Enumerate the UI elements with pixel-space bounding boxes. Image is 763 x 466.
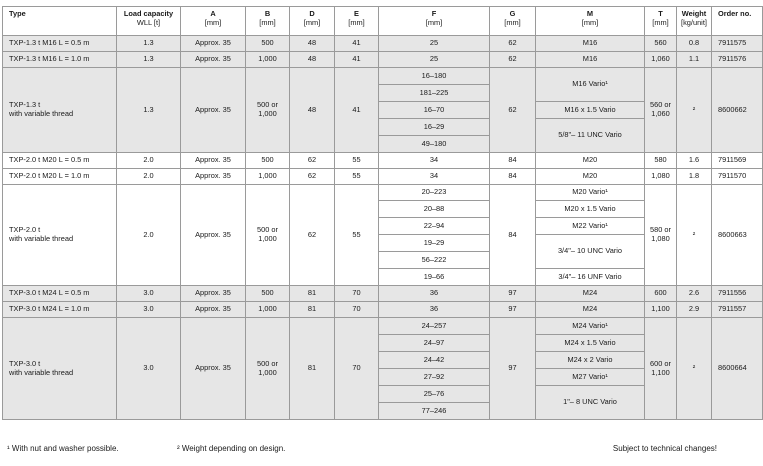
cell-g: 97	[490, 286, 536, 302]
cell-m: M16 x 1.5 Vario	[536, 102, 645, 119]
cell-order: 8600663	[712, 185, 763, 286]
cell-e: 55	[335, 153, 379, 169]
col-order: Order no.	[712, 7, 763, 36]
col-a: A [mm]	[181, 7, 246, 36]
header-row	[3, 7, 763, 36]
cell-weight: 1.1	[677, 52, 712, 68]
cell-a: Approx. 35	[181, 153, 246, 169]
cell-weight: ²	[677, 68, 712, 153]
cell-b: 500 or 1,000	[246, 318, 290, 420]
cell-b: 1,000	[246, 52, 290, 68]
table-row	[3, 36, 763, 52]
cell-d: 62	[290, 169, 335, 185]
cell-g: 84	[490, 169, 536, 185]
cell-type: TXP-2.0 t M20 L = 1.0 m	[3, 169, 117, 185]
cell-e: 41	[335, 68, 379, 153]
cell-m: M20 Vario¹	[536, 185, 645, 201]
cell-f: 19–29	[379, 235, 490, 252]
col-d: D [mm]	[290, 7, 335, 36]
cell-weight: 1.8	[677, 169, 712, 185]
cell-e: 55	[335, 169, 379, 185]
cell-g: 97	[490, 302, 536, 318]
cell-f: 34	[379, 153, 490, 169]
cell-d: 48	[290, 36, 335, 52]
cell-b: 1,000	[246, 169, 290, 185]
cell-wll: 3.0	[117, 286, 181, 302]
cell-t: 560	[645, 36, 677, 52]
cell-a: Approx. 35	[181, 68, 246, 153]
cell-m: M20	[536, 153, 645, 169]
technical-changes-note: Subject to technical changes!	[612, 444, 717, 453]
cell-weight: 2.9	[677, 302, 712, 318]
cell-weight: ²	[677, 318, 712, 420]
cell-b: 500 or 1,000	[246, 185, 290, 286]
cell-f: 27–92	[379, 369, 490, 386]
cell-order: 7911575	[712, 36, 763, 52]
cell-f: 25	[379, 36, 490, 52]
cell-order: 8600664	[712, 318, 763, 420]
cell-weight: 1.6	[677, 153, 712, 169]
cell-order: 7911557	[712, 302, 763, 318]
cell-a: Approx. 35	[181, 36, 246, 52]
col-m: M [mm]	[536, 7, 645, 36]
cell-type: TXP-1.3 t with variable thread	[3, 68, 117, 153]
col-type: Type	[3, 7, 117, 36]
cell-wll: 1.3	[117, 52, 181, 68]
cell-m: M22 Vario¹	[536, 218, 645, 235]
col-weight: Weight [kg/unit]	[677, 7, 712, 36]
cell-f: 77–246	[379, 403, 490, 420]
table-row	[3, 302, 763, 318]
cell-f: 19–66	[379, 269, 490, 286]
cell-m: 3/4"– 10 UNC Vario	[536, 235, 645, 269]
cell-weight: ²	[677, 185, 712, 286]
cell-b: 500	[246, 36, 290, 52]
cell-type: TXP-1.3 t M16 L = 1.0 m	[3, 52, 117, 68]
cell-wll: 2.0	[117, 153, 181, 169]
cell-f: 181–225	[379, 85, 490, 102]
cell-t: 1,060	[645, 52, 677, 68]
cell-a: Approx. 35	[181, 318, 246, 420]
cell-f: 25	[379, 52, 490, 68]
cell-f: 20–223	[379, 185, 490, 201]
cell-m: 5/8"– 11 UNC Vario	[536, 119, 645, 153]
col-e: E [mm]	[335, 7, 379, 36]
cell-type: TXP-3.0 t M24 L = 0.5 m	[3, 286, 117, 302]
cell-wll: 2.0	[117, 185, 181, 286]
cell-f: 36	[379, 302, 490, 318]
cell-type: TXP-1.3 t M16 L = 0.5 m	[3, 36, 117, 52]
cell-e: 41	[335, 52, 379, 68]
cell-f: 24–97	[379, 335, 490, 352]
cell-d: 62	[290, 185, 335, 286]
cell-wll: 2.0	[117, 169, 181, 185]
cell-a: Approx. 35	[181, 286, 246, 302]
cell-order: 7911556	[712, 286, 763, 302]
cell-g: 62	[490, 68, 536, 153]
cell-d: 81	[290, 302, 335, 318]
cell-type: TXP-2.0 t with variable thread	[3, 185, 117, 286]
table-row	[3, 169, 763, 185]
cell-e: 70	[335, 286, 379, 302]
cell-f: 25–76	[379, 386, 490, 403]
table-row	[3, 286, 763, 302]
cell-g: 62	[490, 52, 536, 68]
cell-b: 500	[246, 153, 290, 169]
cell-b: 500 or 1,000	[246, 68, 290, 153]
cell-e: 41	[335, 36, 379, 52]
cell-t: 600 or 1,100	[645, 318, 677, 420]
cell-type: TXP-3.0 t M24 L = 1.0 m	[3, 302, 117, 318]
cell-b: 500	[246, 286, 290, 302]
cell-t: 1,100	[645, 302, 677, 318]
cell-g: 84	[490, 185, 536, 286]
table-row	[3, 318, 763, 335]
table-row	[3, 52, 763, 68]
cell-f: 49–180	[379, 136, 490, 153]
cell-m: 1"– 8 UNC Vario	[536, 386, 645, 420]
table-row	[3, 68, 763, 85]
cell-m: M24	[536, 286, 645, 302]
cell-m: M20 x 1.5 Vario	[536, 201, 645, 218]
cell-d: 62	[290, 153, 335, 169]
cell-order: 7911576	[712, 52, 763, 68]
footnote-2: ² Weight depending on design.	[177, 444, 286, 453]
cell-d: 48	[290, 68, 335, 153]
cell-m: M20	[536, 169, 645, 185]
cell-t: 580 or 1,080	[645, 185, 677, 286]
cell-e: 70	[335, 318, 379, 420]
cell-f: 34	[379, 169, 490, 185]
cell-f: 20–88	[379, 201, 490, 218]
cell-type: TXP-3.0 t with variable thread	[3, 318, 117, 420]
cell-t: 560 or 1,060	[645, 68, 677, 153]
table-row	[3, 153, 763, 169]
cell-weight: 0.8	[677, 36, 712, 52]
cell-wll: 3.0	[117, 318, 181, 420]
col-g: G [mm]	[490, 7, 536, 36]
cell-m: M16	[536, 52, 645, 68]
cell-wll: 1.3	[117, 68, 181, 153]
cell-m: M16	[536, 36, 645, 52]
cell-e: 70	[335, 302, 379, 318]
cell-d: 81	[290, 318, 335, 420]
cell-a: Approx. 35	[181, 302, 246, 318]
cell-m: 3/4"– 16 UNF Vario	[536, 269, 645, 286]
col-wll: Load capacity WLL [t]	[117, 7, 181, 36]
cell-wll: 3.0	[117, 302, 181, 318]
cell-f: 16–70	[379, 102, 490, 119]
cell-m: M24 x 1.5 Vario	[536, 335, 645, 352]
cell-m: M24	[536, 302, 645, 318]
cell-f: 16–180	[379, 68, 490, 85]
cell-t: 1,080	[645, 169, 677, 185]
cell-d: 81	[290, 286, 335, 302]
cell-t: 580	[645, 153, 677, 169]
cell-g: 84	[490, 153, 536, 169]
cell-g: 62	[490, 36, 536, 52]
specification-table	[2, 6, 763, 420]
cell-order: 7911569	[712, 153, 763, 169]
col-f: F [mm]	[379, 7, 490, 36]
cell-m: M24 Vario¹	[536, 318, 645, 335]
cell-weight: 2.6	[677, 286, 712, 302]
cell-f: 24–42	[379, 352, 490, 369]
cell-wll: 1.3	[117, 36, 181, 52]
cell-order: 8600662	[712, 68, 763, 153]
cell-type: TXP-2.0 t M20 L = 0.5 m	[3, 153, 117, 169]
cell-e: 55	[335, 185, 379, 286]
cell-f: 24–257	[379, 318, 490, 335]
cell-b: 1,000	[246, 302, 290, 318]
col-b: B [mm]	[246, 7, 290, 36]
cell-a: Approx. 35	[181, 185, 246, 286]
cell-f: 16–29	[379, 119, 490, 136]
cell-order: 7911570	[712, 169, 763, 185]
cell-f: 22–94	[379, 218, 490, 235]
cell-m: M16 Vario¹	[536, 68, 645, 102]
cell-m: M27 Vario¹	[536, 369, 645, 386]
cell-g: 97	[490, 318, 536, 420]
cell-a: Approx. 35	[181, 169, 246, 185]
cell-f: 36	[379, 286, 490, 302]
cell-m: M24 x 2 Vario	[536, 352, 645, 369]
cell-t: 600	[645, 286, 677, 302]
table-row	[3, 185, 763, 201]
col-t: T [mm]	[645, 7, 677, 36]
footnote-1: ¹ With nut and washer possible.	[7, 444, 119, 453]
cell-f: 56–222	[379, 252, 490, 269]
cell-a: Approx. 35	[181, 52, 246, 68]
cell-d: 48	[290, 52, 335, 68]
